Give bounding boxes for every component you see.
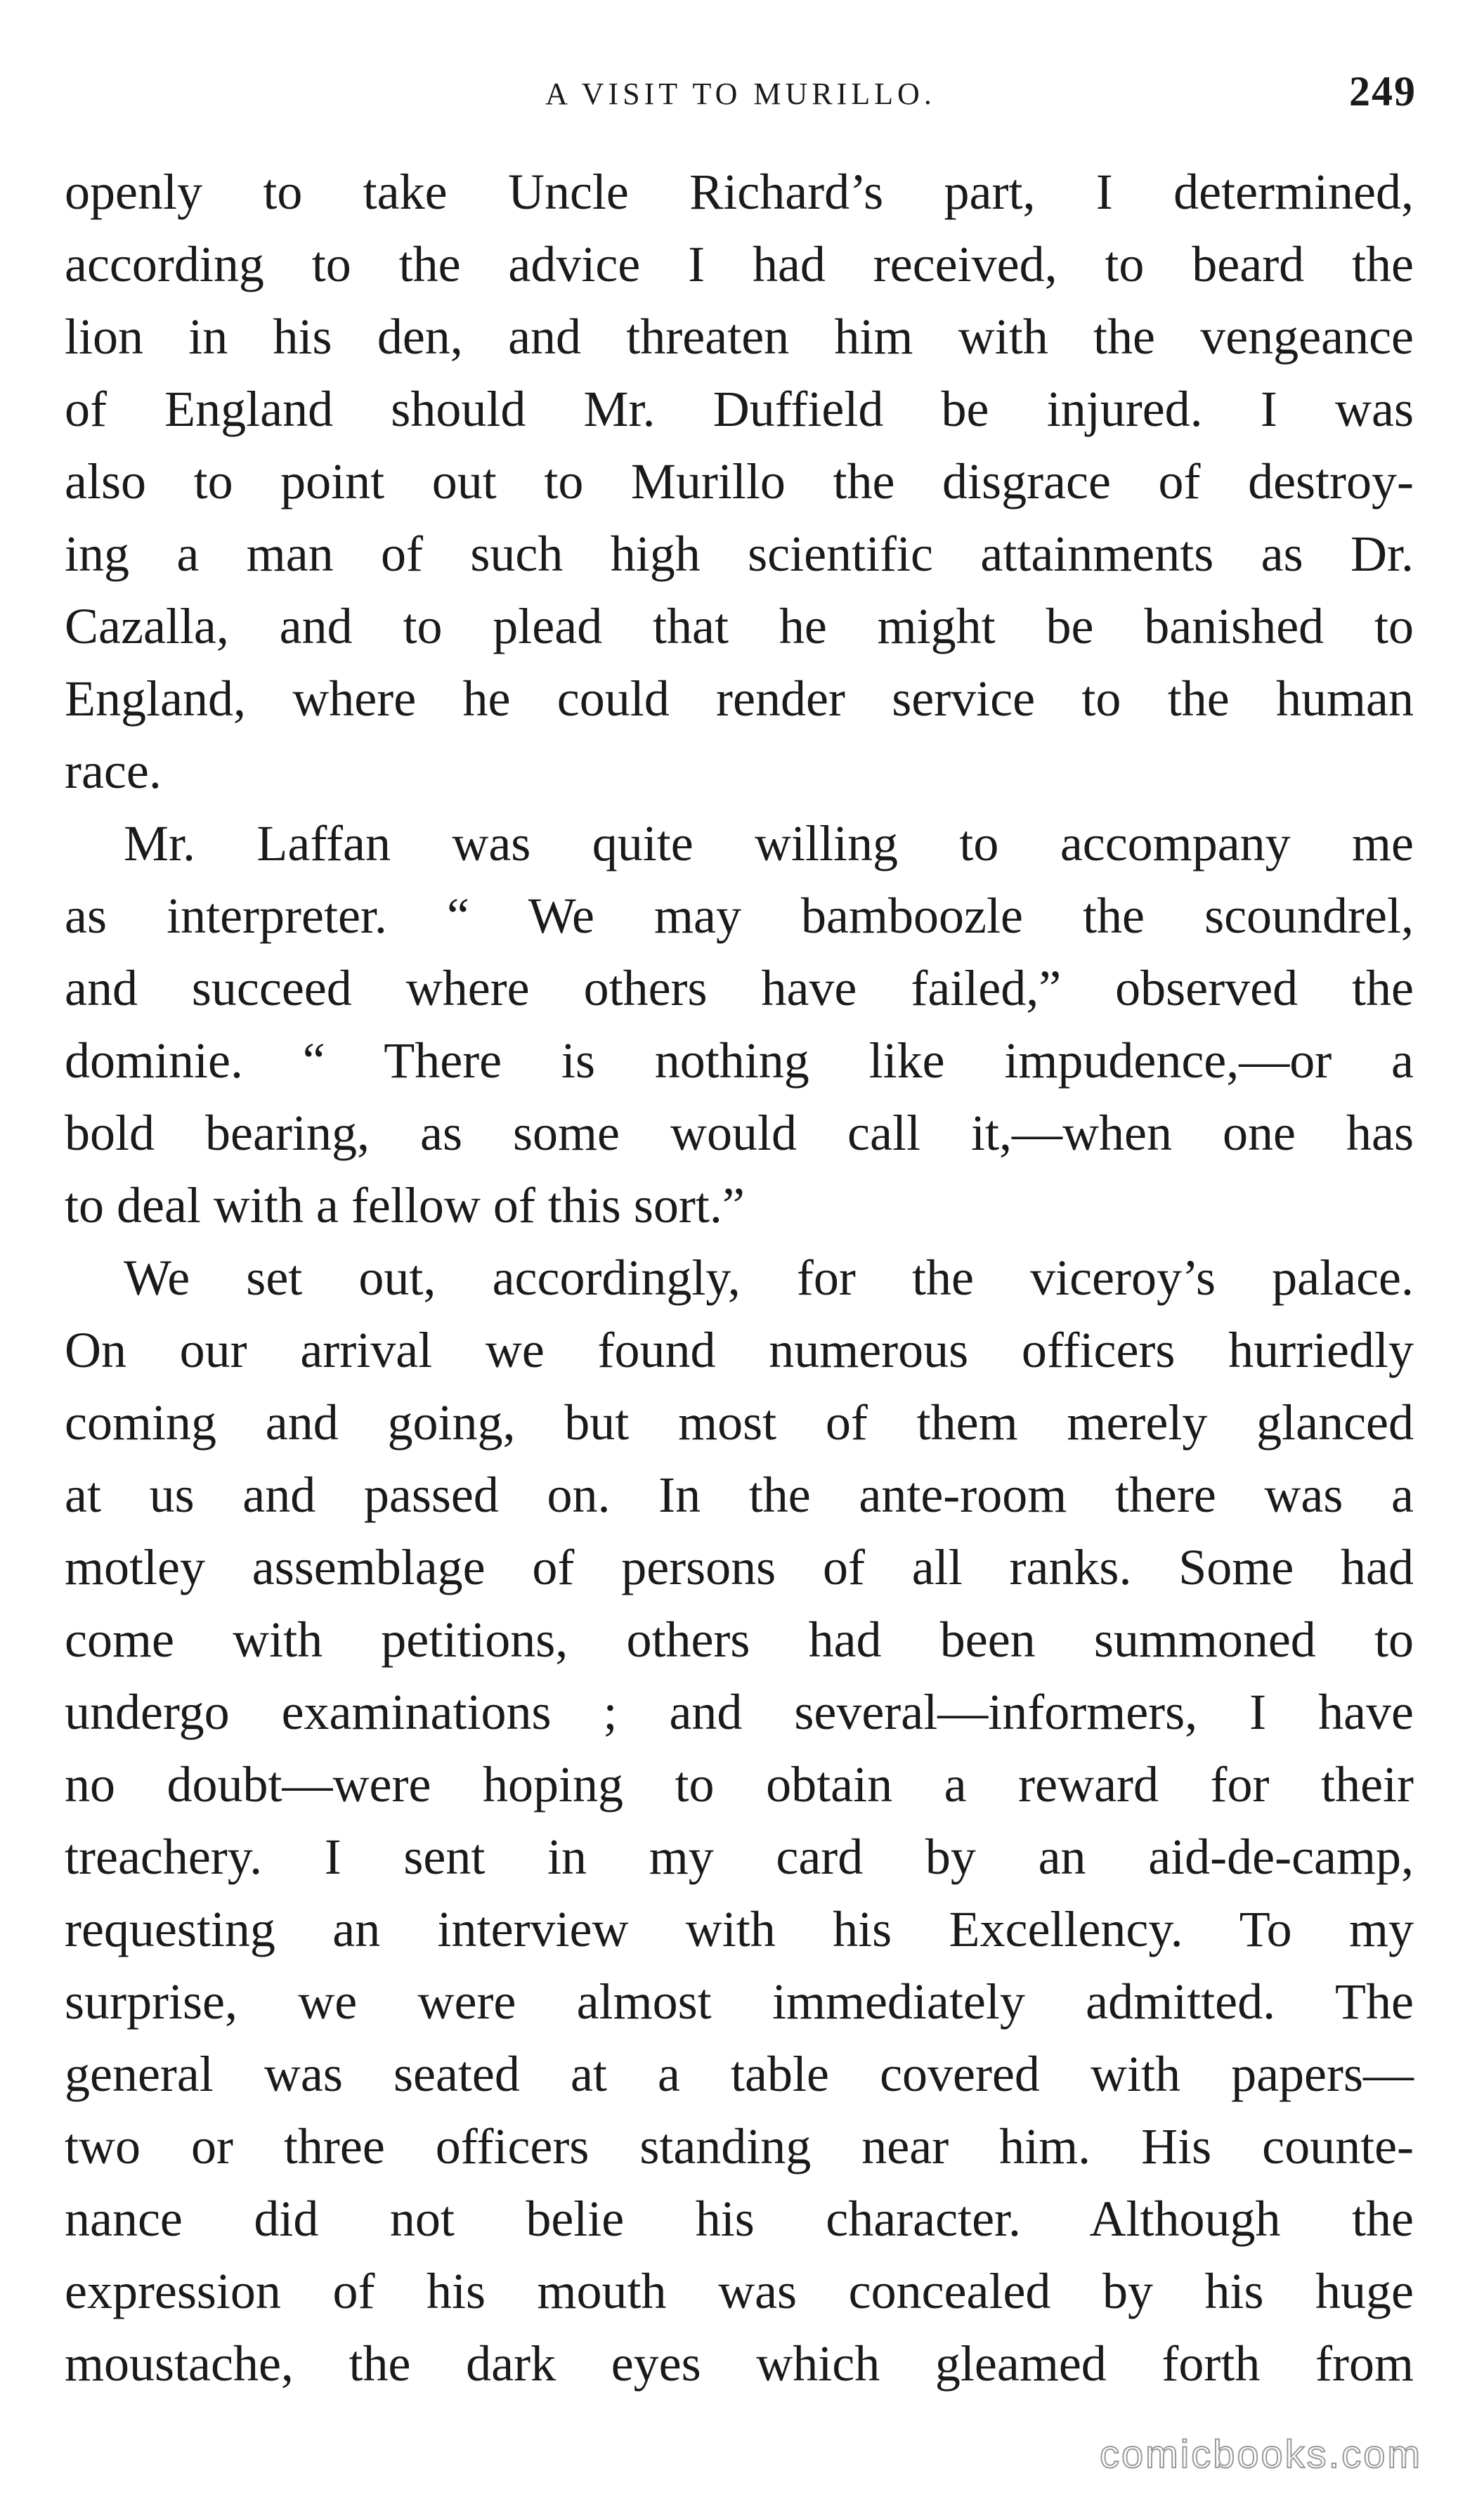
text-line: according to the advice I had received, to beard the <box>65 236 1414 292</box>
text-line: dominie. “ There is nothing like impudence,—or a <box>65 1032 1414 1089</box>
text-line: England, where he could render service to the human <box>65 670 1414 727</box>
paragraph <box>65 808 1414 1242</box>
text-line: ing a man of such high scientific attainments as Dr. <box>65 526 1414 582</box>
text-line: moustache, the dark eyes which gleamed forth from <box>65 2335 1414 2392</box>
text-line: treachery. I sent in my card by an aid-de-camp, <box>65 1829 1414 1885</box>
text-line: also to point out to Murillo the disgrace of destroy- <box>65 453 1414 510</box>
text-line: at us and passed on. In the ante-room there was a <box>65 1467 1414 1523</box>
page-number: 249 <box>1349 68 1417 115</box>
text-line: openly to take Uncle Richard’s part, I determined, <box>65 164 1414 220</box>
text-line: and succeed where others have failed,” observed the <box>65 960 1414 1016</box>
text-line: race. <box>65 743 162 799</box>
text-line: On our arrival we found numerous officers hurriedly <box>65 1322 1414 1378</box>
watermark-logo: comicbooks.com <box>1099 2432 1422 2476</box>
text-line: general was seated at a table covered with papers— <box>65 2046 1414 2102</box>
text-line: come with petitions, others had been summoned to <box>65 1612 1414 1668</box>
text-line: bold bearing, as some would call it,—when one has <box>65 1105 1414 1161</box>
text-line: no doubt—were hoping to obtain a reward for their <box>65 1756 1414 1813</box>
body-text <box>65 156 1414 2400</box>
paragraph <box>65 1242 1414 2400</box>
text-line: Mr. Laffan was quite willing to accompany me <box>124 815 1414 871</box>
running-head <box>65 67 1417 124</box>
text-line: coming and going, but most of them merely glanced <box>65 1394 1414 1451</box>
text-line: undergo examinations ; and several—informers, I have <box>65 1684 1414 1740</box>
text-line: Cazalla, and to plead that he might be banished to <box>65 598 1414 654</box>
text-line: two or three officers standing near him. His counte- <box>65 2118 1414 2174</box>
text-line: lion in his den, and threaten him with the vengeance <box>65 309 1414 365</box>
running-title: A VISIT TO MURILLO. <box>545 77 936 111</box>
text-line: We set out, accordingly, for the viceroy’s palace. <box>124 1250 1414 1306</box>
paragraph <box>65 156 1414 808</box>
text-line: motley assemblage of persons of all ranks. Some had <box>65 1539 1414 1595</box>
text-line: requesting an interview with his Excellency. To my <box>65 1901 1414 1957</box>
text-line: expression of his mouth was concealed by his huge <box>65 2263 1414 2319</box>
text-line: of England should Mr. Duffield be injured. I was <box>65 381 1414 437</box>
text-line: nance did not belie his character. Although the <box>65 2191 1414 2247</box>
text-line: as interpreter. “ We may bamboozle the scoundrel, <box>65 888 1414 944</box>
text-line: surprise, we were almost immediately admitted. The <box>65 1973 1414 2030</box>
text-line: to deal with a fellow of this sort.” <box>65 1177 745 1233</box>
